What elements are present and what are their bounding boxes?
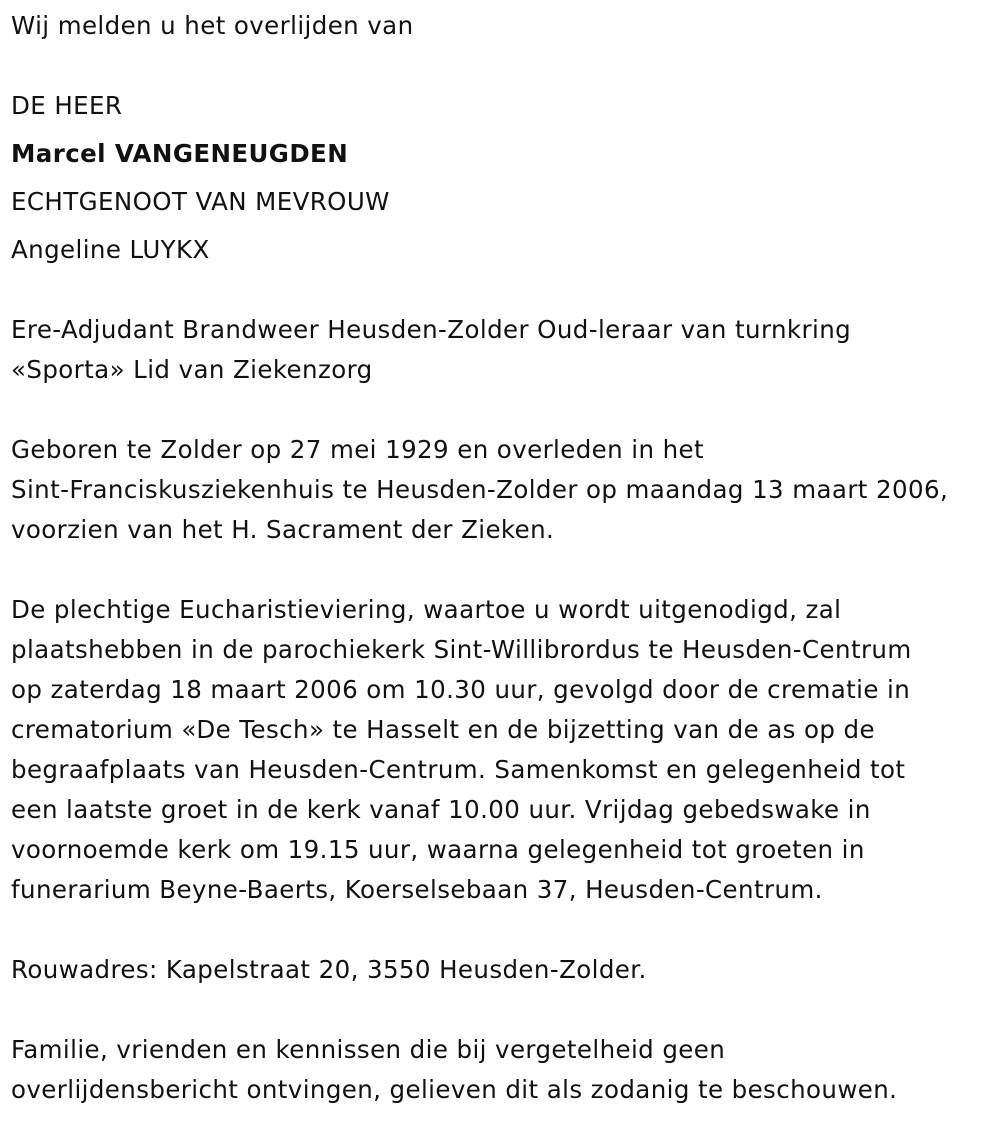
birth-death-line: voorzien van het H. Sacrament der Zieken. xyxy=(11,515,555,544)
ceremony-line: crematorium «De Tesch» te Hasselt en de bijzetting van de as op de xyxy=(11,715,875,744)
ceremony-line: op zaterdag 18 maart 2006 om 10.30 uur, gevolgd door de crematie in xyxy=(11,675,911,704)
relation-text: ECHTGENOOT VAN MEVROUW xyxy=(11,187,390,216)
ceremony-line: funerarium Beyne-Baerts, Koerselsebaan 37, Heusden-Centrum. xyxy=(11,875,823,904)
title-text: DE HEER xyxy=(11,91,123,120)
spouse-name: Angeline LUYKX xyxy=(11,235,210,264)
ceremony-line: begraafplaats van Heusden-Centrum. Samenkomst en gelegenheid tot xyxy=(11,755,906,784)
birth-death-line: Sint-Franciskusziekenhuis te Heusden-Zolder op maandag 13 maart 2006, xyxy=(11,475,949,504)
closing-line: overlijdensbericht ontvingen, gelieven dit als zodanig te beschouwen. xyxy=(11,1075,898,1104)
intro-text: Wij melden u het overlijden van xyxy=(11,11,414,40)
ceremony-line: voornoemde kerk om 19.15 uur, waarna gelegenheid tot groeten in xyxy=(11,835,865,864)
birth-death-line: Geboren te Zolder op 27 mei 1929 en overleden in het xyxy=(11,435,704,464)
ceremony-line: een laatste groet in de kerk vanaf 10.00 uur. Vrijdag gebedswake in xyxy=(11,795,871,824)
affiliations-line: «Sporta» Lid van Ziekenzorg xyxy=(11,355,373,384)
ceremony-line: plaatshebben in de parochiekerk Sint-Willibrordus te Heusden-Centrum xyxy=(11,635,912,664)
mourning-address: Rouwadres: Kapelstraat 20, 3550 Heusden-Zolder. xyxy=(11,955,647,984)
ceremony-line: De plechtige Eucharistieviering, waartoe u wordt uitgenodigd, zal xyxy=(11,595,842,624)
deceased-name: Marcel VANGENEUGDEN xyxy=(11,139,349,168)
affiliations-line: Ere-Adjudant Brandweer Heusden-Zolder Oud-leraar van turnkring xyxy=(11,315,852,344)
closing-line: Familie, vrienden en kennissen die bij vergetelheid geen xyxy=(11,1035,726,1064)
